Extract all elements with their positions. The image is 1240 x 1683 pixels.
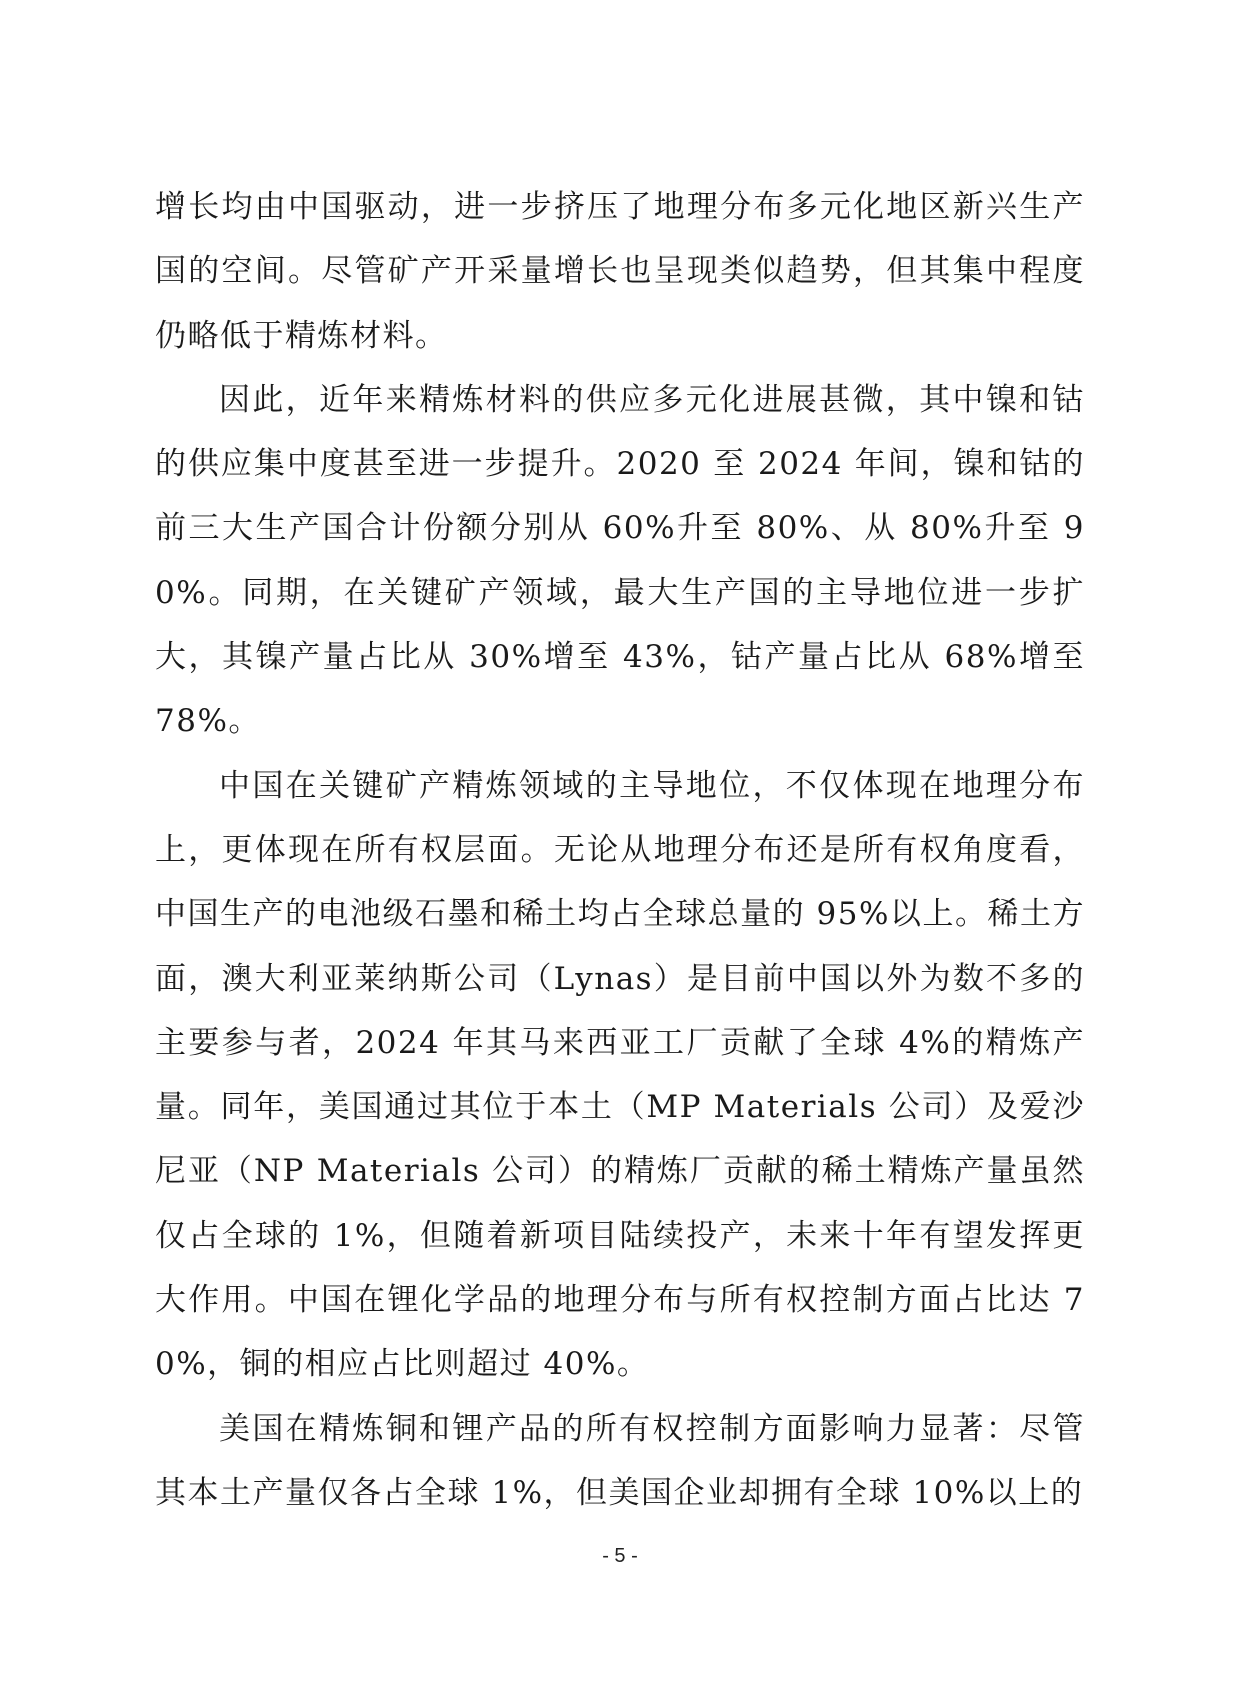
paragraph-1: 增长均由中国驱动，进一步挤压了地理分布多元化地区新兴生产国的空间。尽管矿产开采量增长也呈现类似趋势，但其集中程度仍略低于精炼材料。	[155, 189, 1085, 354]
paragraph-3: 中国在关键矿产精炼领域的主导地位，不仅体现在地理分布上，更体现在所有权层面。无论从地理分布还是所有权角度看，中国生产的电池级石墨和稀土均占全球总量的 95%以上。稀土方面，澳大利亚莱纳斯公司（Lynas）是目前中国以外为数不多的主要参与者，2024 年其马来西亚工厂贡献了全球 4%的精炼产量。同年，美国通过其位于本土（MP Materials 公司）及爱沙尼亚（NP Materials 公司）的精炼厂贡献的稀土精炼产量虽然仅占全球的 1%，但随着新项目陆续投产，未来十年有望发挥更大作用。中国在锂化学品的地理分布与所有权控制方面占比达 70%，铜的相应占比则超过 40%。	[155, 767, 1085, 1383]
paragraph-4: 美国在精炼铜和锂产品的所有权控制方面影响力显著：尽管其本土产量仅各占全球 1%，但美国企业却拥有全球 10%以上的	[155, 1410, 1085, 1511]
page-number: - 5 -	[602, 1545, 638, 1567]
paragraph-2: 因此，近年来精炼材料的供应多元化进展甚微，其中镍和钴的供应集中度甚至进一步提升。2020 至 2024 年间，镍和钴的前三大生产国合计份额分别从 60%升至 80%、从 80%升至 90%。同期，在关键矿产领域，最大生产国的主导地位进一步扩大，其镍产量占比从 30%增至 43%，钴产量占比从 68%增至 78%。	[155, 381, 1085, 740]
body-text	[155, 175, 1085, 1525]
